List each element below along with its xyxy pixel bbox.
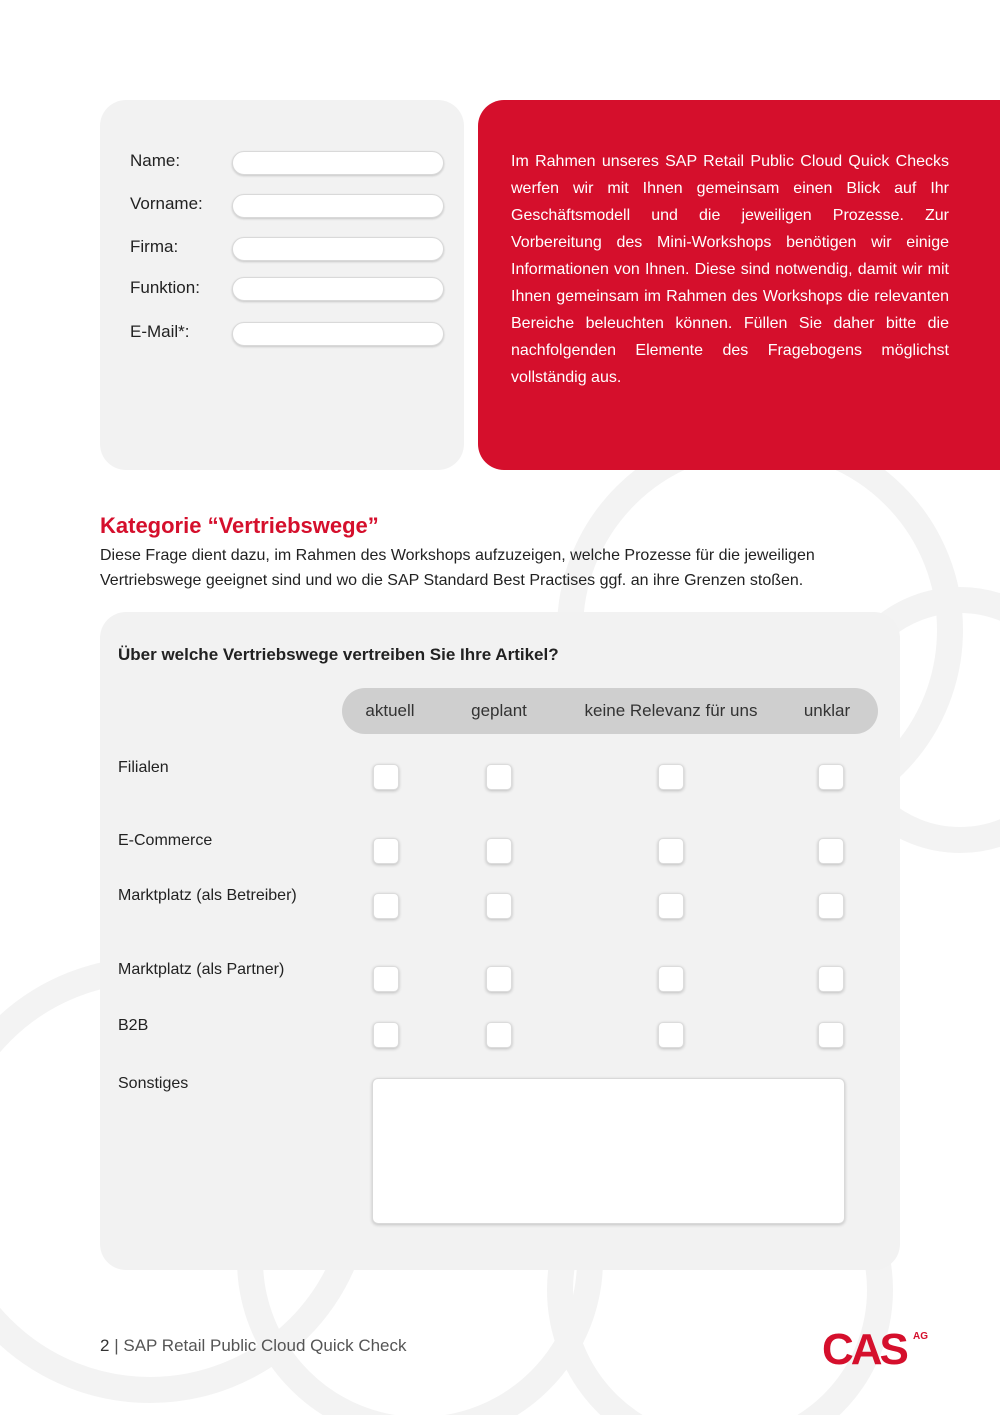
- checkbox-b2b-aktuell[interactable]: [373, 1022, 399, 1048]
- column-header-aktuell: aktuell: [365, 701, 415, 720]
- question-title: Über welche Vertriebswege vertreiben Sie Ihre Artikel?: [118, 645, 559, 664]
- logo-suffix-text: AG: [913, 1331, 928, 1342]
- name-label: Name:: [130, 151, 181, 170]
- checkbox-filialen-unklar[interactable]: [818, 764, 844, 790]
- logo-main-text: CAS: [822, 1325, 906, 1372]
- row-label-marktplatz-betreiber: Marktplatz (als Betreiber): [118, 887, 297, 904]
- footer-title: SAP Retail Public Cloud Quick Check: [123, 1336, 407, 1355]
- email-label: E-Mail*:: [130, 322, 190, 341]
- page-footer: [100, 1336, 407, 1356]
- checkbox-filialen-geplant[interactable]: [486, 764, 512, 790]
- checkbox-ecommerce-aktuell[interactable]: [373, 838, 399, 864]
- intro-text: Im Rahmen unseres SAP Retail Public Cloud Quick Checks werfen wir mit Ihnen gemeinsam einen Blick auf Ihr Geschäftsmodell und die jeweiligen Prozesse. Zur Vorbereitung des Mini-Workshops benötigen wir einige Informationen von Ihnen. Diese sind notwendig, damit wir mit Ihnen gemeinsam im Rahmen des Workshops die relevanten Bereiche beleuchten können. Füllen Sie daher bitte die nachfolgenden Elemente des Fragebogens möglichst vollständig aus.: [511, 153, 949, 386]
- checkbox-b2b-geplant[interactable]: [486, 1022, 512, 1048]
- checkbox-marktplatz-betreiber-aktuell[interactable]: [373, 893, 399, 919]
- row-label-sonstiges: Sonstiges: [118, 1075, 189, 1092]
- checkbox-marktplatz-partner-keine-relevanz[interactable]: [658, 966, 684, 992]
- checkbox-filialen-aktuell[interactable]: [373, 764, 399, 790]
- column-header-geplant: geplant: [471, 701, 527, 720]
- checkbox-ecommerce-geplant[interactable]: [486, 838, 512, 864]
- email-input[interactable]: [232, 322, 444, 346]
- checkbox-ecommerce-keine-relevanz[interactable]: [658, 838, 684, 864]
- funktion-input[interactable]: [232, 277, 444, 301]
- footer-separator: |: [114, 1336, 119, 1355]
- funktion-label: Funktion:: [130, 278, 200, 297]
- row-label-e-commerce: E-Commerce: [118, 832, 213, 849]
- category-description: Diese Frage dient dazu, im Rahmen des Workshops aufzuzeigen, welche Prozesse für die jeweiligen Vertriebswege geeignet sind und wo die SAP Standard Best Practises ggf. an ihre Grenzen stoßen.: [100, 547, 815, 589]
- name-input[interactable]: [232, 151, 444, 175]
- checkbox-marktplatz-partner-aktuell[interactable]: [373, 966, 399, 992]
- category-title: Kategorie “Vertriebswege”: [100, 513, 379, 538]
- page-number: 2: [100, 1336, 110, 1355]
- column-header-keine-relevanz: keine Relevanz für uns: [584, 701, 758, 720]
- row-label-filialen: Filialen: [118, 759, 169, 776]
- cas-ag-logo: [822, 1322, 932, 1372]
- checkbox-marktplatz-betreiber-unklar[interactable]: [818, 893, 844, 919]
- checkbox-filialen-keine-relevanz[interactable]: [658, 764, 684, 790]
- firma-input[interactable]: [232, 237, 444, 261]
- checkbox-marktplatz-partner-geplant[interactable]: [486, 966, 512, 992]
- contact-card: [100, 100, 464, 470]
- question-card: [100, 612, 900, 1270]
- vorname-input[interactable]: [232, 194, 444, 218]
- intro-box: [478, 100, 1000, 470]
- checkbox-marktplatz-betreiber-keine-relevanz[interactable]: [658, 893, 684, 919]
- column-header-bar: [342, 688, 878, 734]
- checkbox-ecommerce-unklar[interactable]: [818, 838, 844, 864]
- sonstiges-textarea[interactable]: [372, 1078, 845, 1224]
- firma-label: Firma:: [130, 237, 179, 256]
- checkbox-b2b-unklar[interactable]: [818, 1022, 844, 1048]
- row-label-b2b: B2B: [118, 1017, 149, 1034]
- row-label-marktplatz-partner: Marktplatz (als Partner): [118, 961, 285, 978]
- column-header-unklar: unklar: [803, 701, 851, 720]
- checkbox-marktplatz-betreiber-geplant[interactable]: [486, 893, 512, 919]
- checkbox-b2b-keine-relevanz[interactable]: [658, 1022, 684, 1048]
- vorname-label: Vorname:: [130, 194, 203, 213]
- checkbox-marktplatz-partner-unklar[interactable]: [818, 966, 844, 992]
